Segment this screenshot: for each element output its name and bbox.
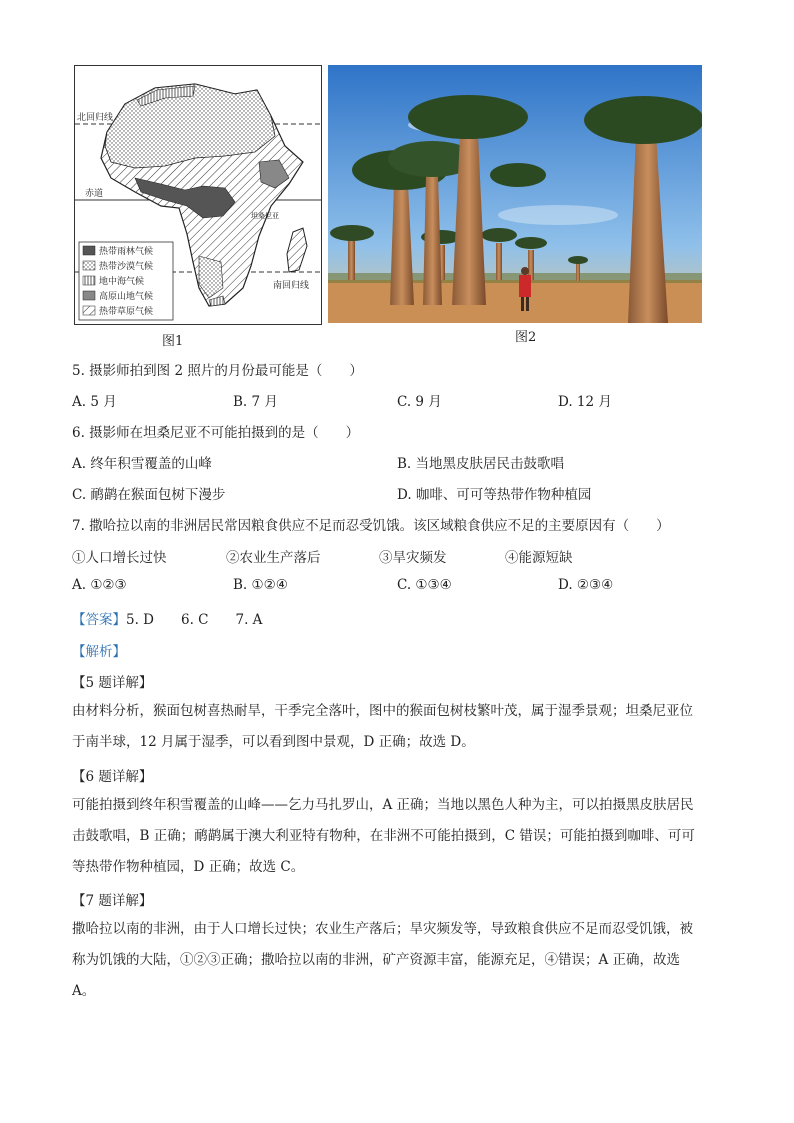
q5-option-b: B. 7 月	[233, 394, 278, 410]
detail7-line: 称为饥饿的大陆，①②③正确；撒哈拉以南的非洲，矿产资源丰富，能源充足，④错误；A 正确，故选	[72, 952, 681, 968]
tropic-north-label: 北回归线	[77, 113, 114, 123]
q7-item-2: ②农业生产落后	[226, 550, 321, 566]
legend-swatch-mediterranean	[83, 276, 95, 285]
legend-label-rainforest: 热带雨林气候	[99, 247, 154, 257]
map-legend	[79, 242, 173, 320]
figure2-caption: 图2	[515, 330, 537, 345]
detail6-line: 击鼓歌唱，B 正确；鸸鹋属于澳大利亚特有物种，在非洲不可能拍摄到，C 错误；可能拍摄到咖啡、可可	[72, 828, 695, 844]
baobab-photo-illustration	[328, 65, 702, 323]
legend-label-mediterranean: 地中海气候	[99, 277, 145, 287]
q7-item-3: ③旱灾频发	[379, 550, 447, 566]
legend-label-savanna: 热带草原气候	[99, 307, 154, 317]
climate-map-figure	[74, 65, 322, 325]
detail7-heading: 【7 题详解】	[72, 893, 153, 909]
q6-option-c: C. 鸸鹋在猴面包树下漫步	[72, 487, 226, 503]
legend-label-desert: 热带沙漠气候	[99, 262, 154, 272]
answer-tag: 【答案】	[72, 612, 126, 628]
detail5-line: 由材料分析，猴面包树喜热耐旱，干季完全落叶，图中的猴面包树枝繁叶茂，属于湿季景观；坦桑尼亚位	[72, 703, 693, 719]
q7-item-4: ④能源短缺	[505, 550, 573, 566]
baobab-photo	[328, 65, 702, 323]
legend-swatch-desert	[83, 261, 95, 270]
legend-swatch-rainforest	[83, 246, 95, 255]
answer-text: 5. D 6. C 7. A	[126, 612, 263, 628]
q7-stem: 7. 撒哈拉以南的非洲居民常因粮食供应不足而忍受饥饿。该区域粮食供应不足的主要原因有（ ）	[72, 518, 670, 534]
q7-option-d: D. ②③④	[558, 577, 614, 593]
detail5-body	[72, 696, 722, 758]
detail5-line: 于南半球，12 月属于湿季，可以看到图中景观，D 正确；故选 D。	[72, 734, 475, 750]
answer-line	[72, 608, 262, 628]
legend-label-highland: 高原山地气候	[99, 292, 154, 302]
analysis-tag: 【解析】	[72, 644, 126, 660]
q7-option-b: B. ①②④	[233, 577, 288, 593]
detail6-heading: 【6 题详解】	[72, 769, 153, 785]
tanzania-label: 坦桑尼亚	[251, 212, 279, 220]
q7-option-a: A. ①②③	[72, 577, 127, 593]
detail6-line: 可能拍摄到终年积雪覆盖的山峰——乞力马扎罗山，A 正确；当地以黑色人种为主，可以拍摄黑皮肤居民	[72, 797, 694, 813]
legend-swatch-savanna	[83, 306, 95, 315]
legend-swatch-highland	[83, 291, 95, 300]
tropic-south-label: 南回归线	[273, 281, 310, 291]
detail6-line: 等热带作物种植园，D 正确；故选 C。	[72, 859, 305, 875]
equator-label: 赤道	[85, 189, 104, 199]
q5-option-d: D. 12 月	[558, 394, 612, 410]
q6-option-a: A. 终年积雪覆盖的山峰	[72, 456, 212, 472]
detail7-body	[72, 914, 722, 1007]
detail5-heading: 【5 题详解】	[72, 675, 153, 691]
q7-option-c: C. ①③④	[397, 577, 452, 593]
q6-stem: 6. 摄影师在坦桑尼亚不可能拍摄到的是（ ）	[72, 425, 360, 441]
q6-option-d: D. 咖啡、可可等热带作物种植园	[397, 487, 592, 503]
africa-climate-map	[75, 66, 321, 324]
q7-item-1: ①人口增长过快	[72, 550, 167, 566]
q5-option-a: A. 5 月	[72, 394, 117, 410]
q5-stem: 5. 摄影师拍到图 2 照片的月份最可能是（ ）	[72, 363, 363, 379]
detail7-line: 撒哈拉以南的非洲，由于人口增长过快；农业生产落后；旱灾频发等，导致粮食供应不足而忍受饥饿，被	[72, 921, 693, 937]
q5-option-c: C. 9 月	[397, 394, 442, 410]
figure1-caption: 图1	[162, 334, 184, 349]
detail7-line: A。	[72, 983, 96, 999]
detail6-body	[72, 790, 722, 883]
q6-option-b: B. 当地黑皮肤居民击鼓歌唱	[397, 456, 565, 472]
